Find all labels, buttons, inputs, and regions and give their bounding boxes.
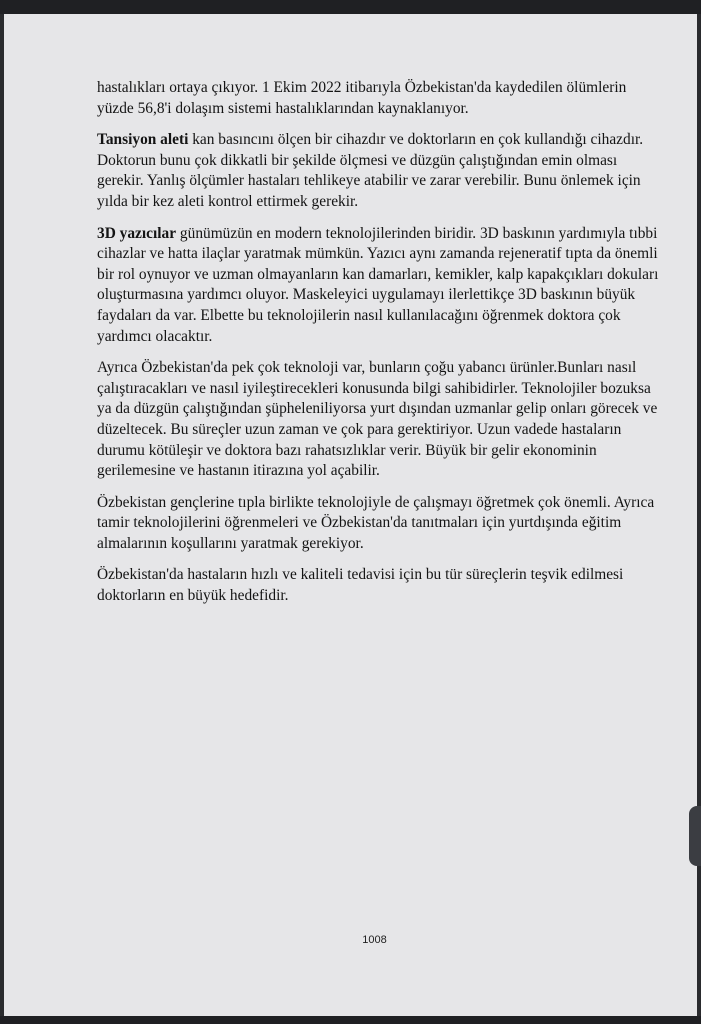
paragraph-bold-lead: 3D yazıcılar (97, 224, 177, 242)
page-number: 1008 (362, 934, 387, 946)
paragraph-text: günümüzün en modern teknolojilerinden biridir. 3D baskının yardımıyla tıbbi cihazlar ve hatta ilaçlar yaratmak mümkün. Yazıcı aynı zamanda rejeneratif tıpta da önemli bir rol oynuyor ve uzman olmayanların kan damarları, kemikler, kalp kapakçıkları dokuları oluşturmasına yardımcı oluyor. Maskeleyici uygulamayı ilerlettikçe 3D baskının büyük faydaları da var. Elbette bu teknolojilerin nasıl kullanılacağını öğrenmek doktora çok yardımcı olacaktır. (97, 224, 659, 345)
paragraph-blood-pressure-device (97, 130, 662, 212)
page-body (97, 78, 662, 618)
scroll-handle[interactable] (689, 806, 701, 866)
paragraph-text: Ayrıca Özbekistan'da pek çok teknoloji var, bunların çoğu yabancı ürünler.Bunları nasıl çalıştıracakları ve nasıl iyileştirecekleri konusunda bilgi sahibidirler. Teknolojiler bozuksa ya da düzgün çalıştığından şüpheleniliyorsa yurt dışından uzmanlar gelip onları görecek ve düzeltecek. Bu süreçler uzun zaman ve çok para gerektiriyor. Uzun vadede hastaların durumu kötüleşir ve doktora bazı rahatsızlıklar verir. Büyük bir gelir ekonominin gerilemesine ve hastanın itirazına yol açabilir. (97, 359, 658, 480)
paragraph-bold-lead: Tansiyon aleti (97, 131, 189, 149)
paragraph-circulatory-stats (97, 78, 662, 119)
paragraph-text: hastalıkları ortaya çıkıyor. 1 Ekim 2022 itibarıyla Özbekistan'da kaydedilen ölümlerin yüzde 56,8'i dolaşım sistemi hastalıklarından kaynaklanıyor. (97, 79, 627, 117)
paragraph-3d-printers (97, 224, 662, 348)
paragraph-conclusion (97, 565, 662, 606)
viewer-bottom-bar (0, 1016, 701, 1024)
document-page (4, 14, 697, 1016)
viewer-top-bar (0, 0, 701, 14)
paragraph-text: Özbekistan'da hastaların hızlı ve kaliteli tedavisi için bu tür süreçlerin teşvik edilmesi doktorların en büyük hedefidir. (97, 566, 624, 605)
paragraph-text: Özbekistan gençlerine tıpla birlikte teknolojiyle de çalışmayı öğretmek çok önemli. Ayrıca tamir teknolojilerini öğrenmeleri ve Özbekistan'da tanıtmaları için yurtdışında eğitim almalarının koşullarını yaratmak gerekiyor. (97, 493, 655, 552)
paragraph-foreign-technology (97, 358, 662, 482)
paragraph-youth-training (97, 493, 662, 555)
paragraph-text: kan basıncını ölçen bir cihazdır ve doktorların en çok kullandığı cihazdır. Doktorun bunu çok dikkatli bir şekilde ölçmesi ve düzgün çalıştığından emin olması gerekir. Yanlış ölçümler hastaları tehlikeye atabilir ve zarar verebilir. Bunu önlemek için yılda bir kez aleti kontrol ettirmek gerekir. (97, 131, 644, 210)
